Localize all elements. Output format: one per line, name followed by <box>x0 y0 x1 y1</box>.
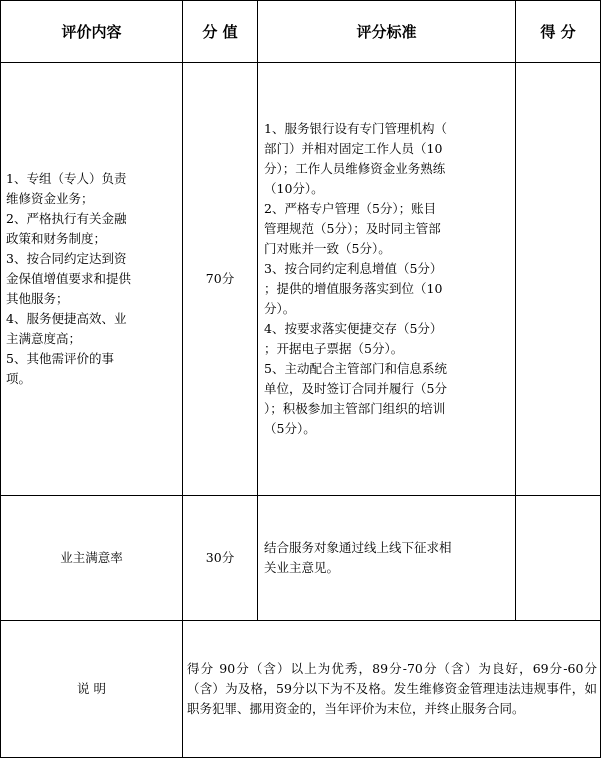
row1-score <box>516 63 600 495</box>
header-content: 评价内容 <box>61 23 122 41</box>
header-criteria: 评分标准 <box>356 23 417 41</box>
note-text: 得分 90分（含）以上为优秀，89分-70分（含）为良好，69分-60分（含）为及格，59分以下为不及格。发生维修资金管理违法违规事件，如职务犯罪、挪用资金的，当年评价为末位，并终止服务合同。 <box>187 661 597 716</box>
header-value: 分 值 <box>202 23 238 41</box>
col-line-2 <box>257 0 258 620</box>
row1-value: 70分 <box>205 271 235 286</box>
row1-content: 1、专组（专人）负责 维修资金业务； 2、严格执行有关金融 政策和财务制度； 3、按合同约定达到资 金保值增值要求和提供 其他服务； 4、服务便捷高效、业 主满意度高； 5、其他需评价的事 项。 <box>6 171 132 386</box>
row2-criteria: 结合服务对象通过线上线下征求相 关业主意见。 <box>264 540 452 575</box>
table-border-bottom <box>0 757 601 758</box>
note-label: 说 明 <box>77 681 106 696</box>
row2-score <box>516 496 600 620</box>
header-score: 得 分 <box>540 23 576 41</box>
row1-criteria: 1、服务银行设有专门管理机构（ 部门）并相对固定工作人员（10 分）；工作人员维修资金业务熟练 （10分）。 2、严格专户管理（5分）；账目 管理规范（5分）；及时同主管部 门对账并一致（5分）。 3、按合同约定利息增值（5分） ；提供的增值服务落实到位（10 分）。 4、按要求落实便捷交存（5分） ；开据电子票据（5分）。 5、主动配合主管部门和信息系统 单位，及时签订合同并履行（5分 ）；积极参加主管部门组织的培训 （5分）。 <box>264 121 447 436</box>
row2-value: 30分 <box>205 550 235 565</box>
row2-content: 业主满意率 <box>60 550 123 565</box>
